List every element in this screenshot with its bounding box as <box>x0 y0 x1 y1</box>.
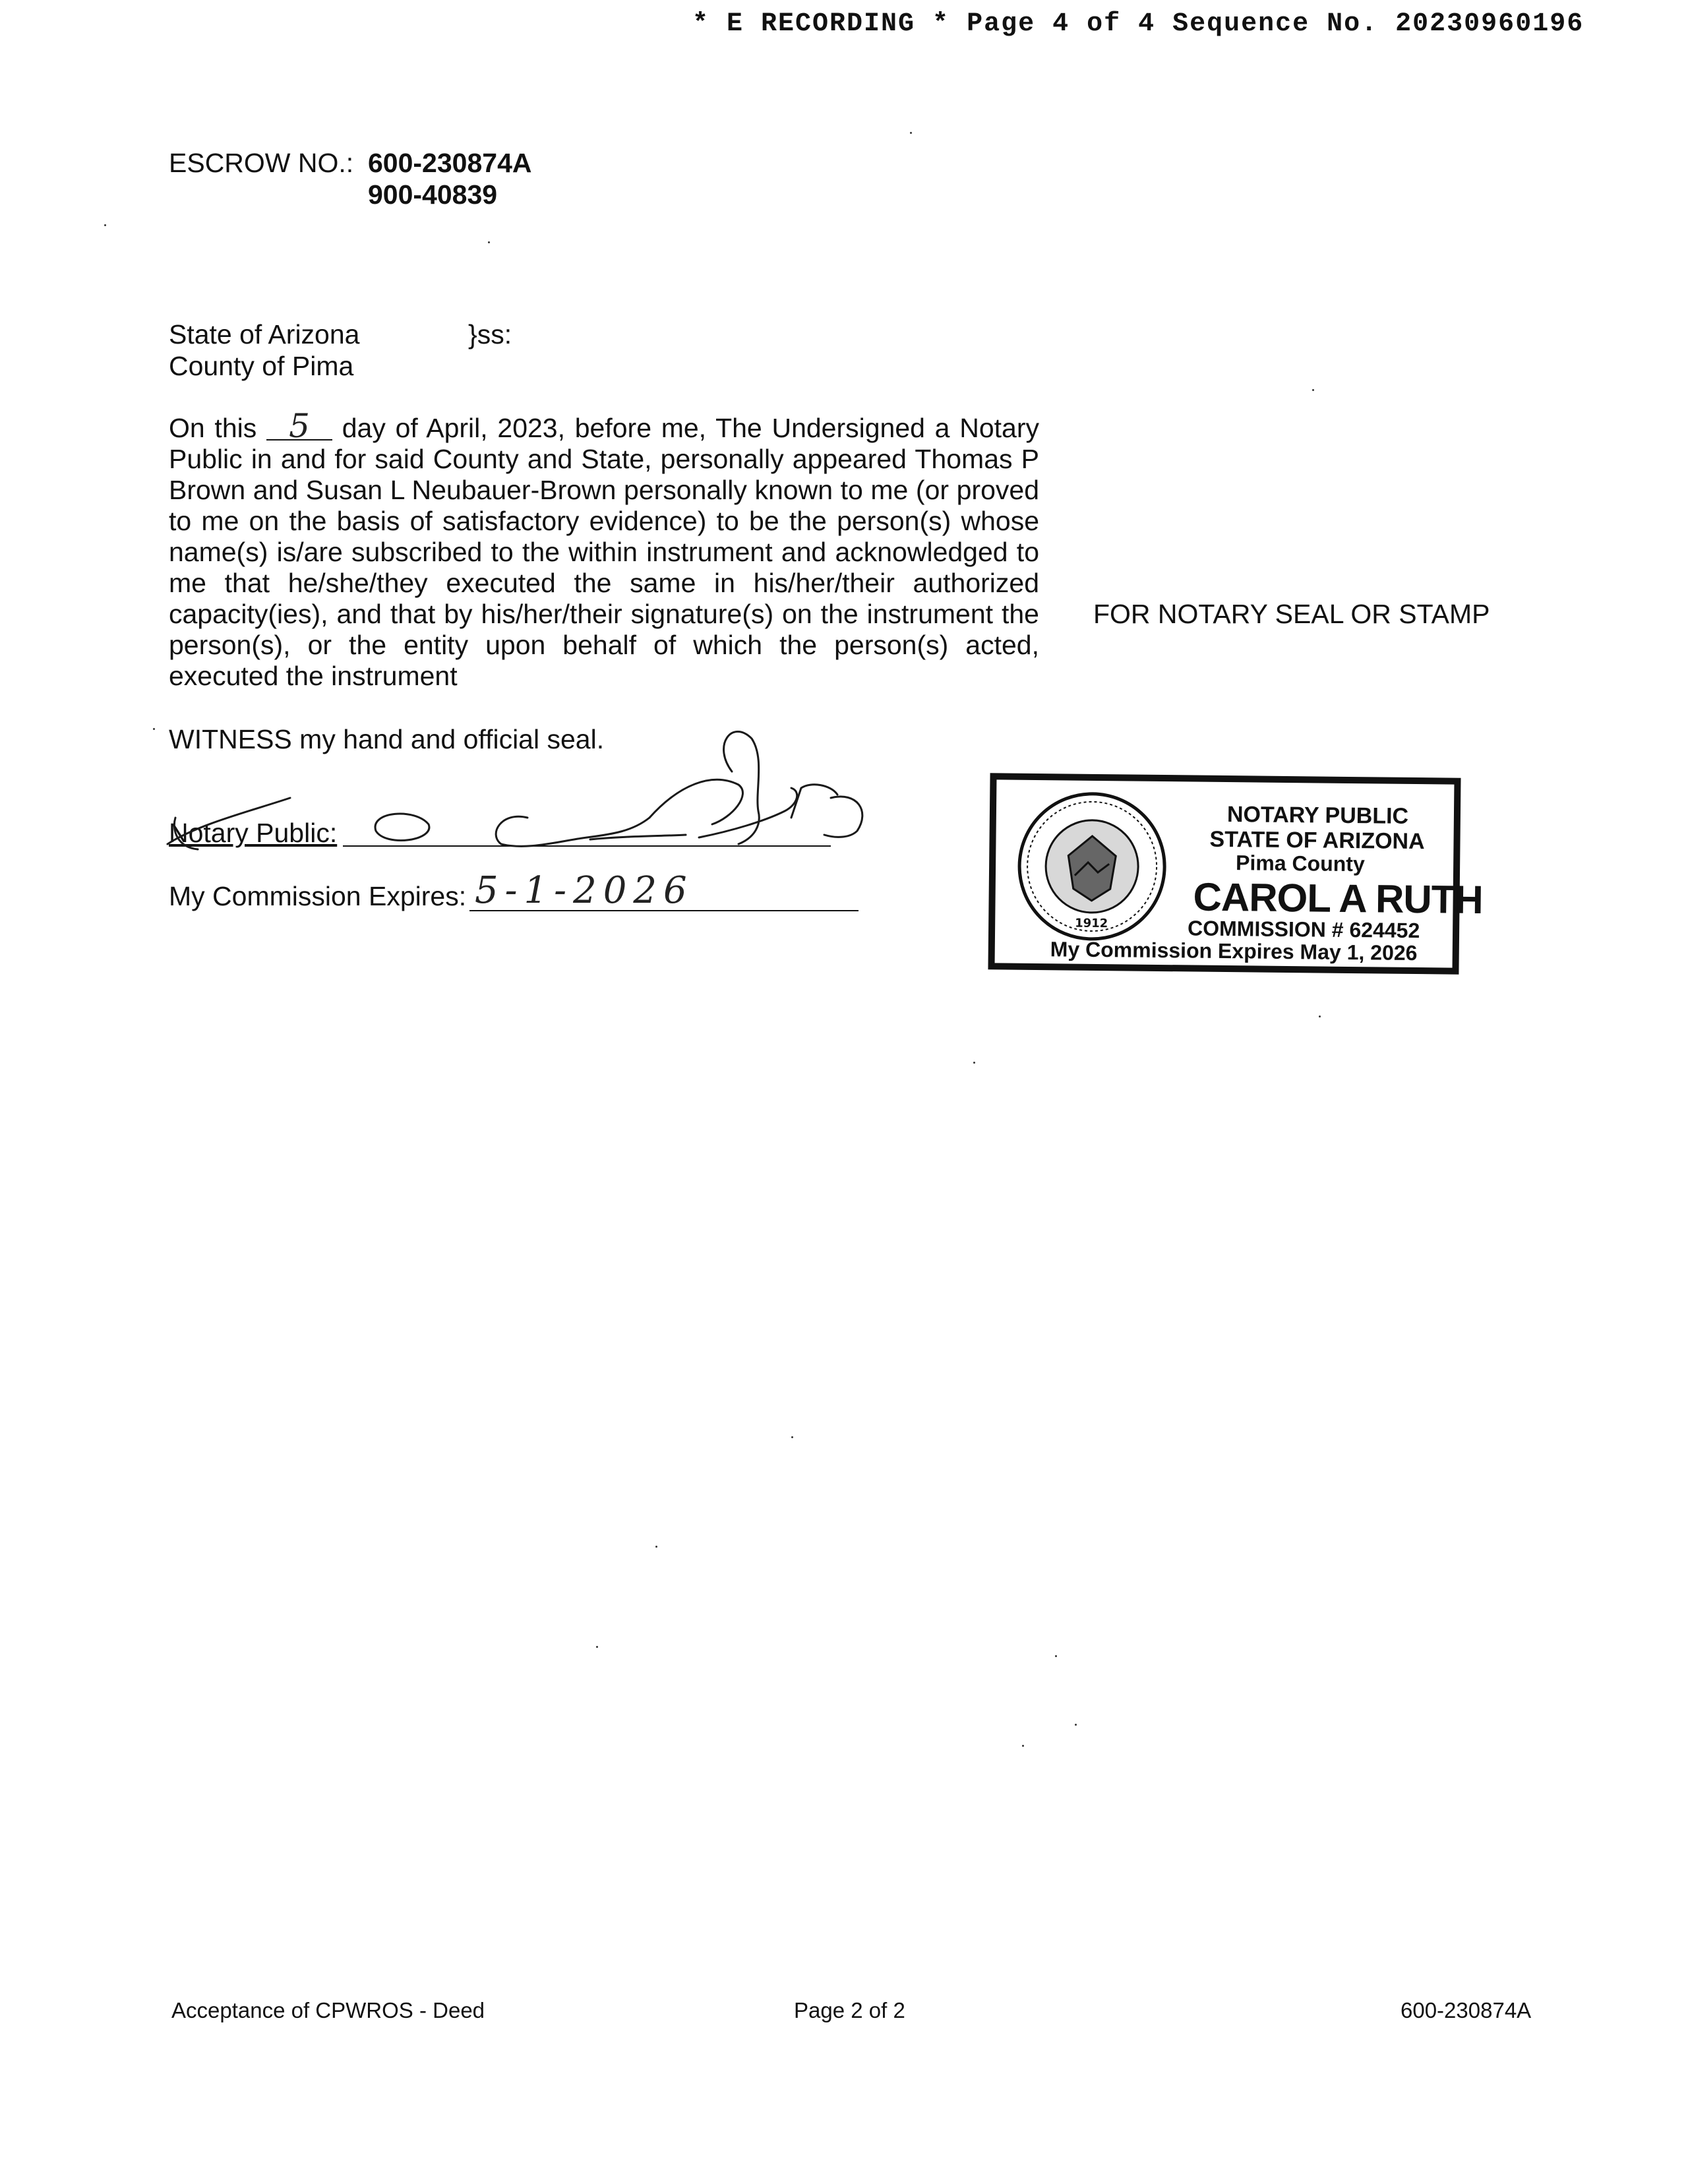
arizona-state-seal-icon <box>1015 789 1169 944</box>
seal-placeholder-label: FOR NOTARY SEAL OR STAMP <box>1093 599 1490 629</box>
scan-speck <box>791 1436 793 1438</box>
commission-expires-handwritten: 5-1-2026 <box>475 869 694 912</box>
footer-escrow-number: 600-230874A <box>1401 1998 1532 2022</box>
stamp-expiration: My Commission Expires May 1, 2026 <box>1050 937 1418 965</box>
scan-speck <box>1312 389 1314 391</box>
footer-document-title: Acceptance of CPWROS - Deed <box>171 1998 485 2022</box>
scan-speck <box>910 132 912 134</box>
escrow-label: ESCROW NO.: <box>169 148 354 178</box>
stamp-commission-number: COMMISSION # 624452 <box>1187 916 1420 943</box>
recording-header: * E RECORDING * Page 4 of 4 Sequence No. 20230960196 <box>692 9 1584 39</box>
acknowledgment-day: 5 <box>266 413 332 440</box>
stamp-notary-name: CAROL A RUTH <box>1193 874 1484 923</box>
acknowledgment-prefix: On this <box>169 413 257 443</box>
stamp-county: Pima County <box>1235 851 1365 876</box>
seal-year: 1912 <box>1075 916 1108 931</box>
footer-page-number: Page 2 of 2 <box>794 1998 905 2022</box>
venue-county: County of Pima <box>169 351 354 381</box>
scan-speck <box>655 1546 657 1548</box>
venue-ss: }ss: <box>468 319 512 349</box>
stamp-title: NOTARY PUBLIC <box>1226 802 1409 829</box>
scan-speck <box>1075 1724 1077 1726</box>
stamp-state: STATE OF ARIZONA <box>1209 826 1425 855</box>
scan-speck <box>104 224 106 226</box>
scan-speck <box>488 241 490 243</box>
notary-public-label: Notary Public: <box>169 818 338 848</box>
commission-expires-label: My Commission Expires: <box>169 881 467 911</box>
scan-speck <box>1022 1745 1024 1747</box>
scan-speck <box>153 728 155 730</box>
scan-speck <box>596 1646 598 1648</box>
acknowledgment-paragraph <box>169 407 1039 692</box>
escrow-number-primary: 600-230874A <box>368 148 532 178</box>
venue-state: State of Arizona <box>169 319 360 349</box>
witness-statement: WITNESS my hand and official seal. <box>169 724 605 754</box>
escrow-number-secondary: 900-40839 <box>368 179 498 210</box>
scan-speck <box>1319 1016 1321 1017</box>
notary-stamp <box>988 773 1484 974</box>
acknowledgment-text: day of April, 2023, before me, The Undersigned a Notary Public in and for said County and State, personally appeared Thomas P Brown and Susan L Neubauer-Brown personally known to me (or proved to me on the basis of satisfactory evidence) to be the person(s) whose name(s) is/are subscribed to the within instrument and acknowledged to me that he/she/they executed the same in his/her/their authorized capacity(ies), and that by his/her/their signature(s) on the instrument the person(s), or the entity upon behalf of which the person(s) acted, executed the instrument <box>169 413 1039 691</box>
scan-speck <box>973 1062 975 1064</box>
notary-signature <box>158 719 910 864</box>
scan-speck <box>1055 1655 1057 1657</box>
